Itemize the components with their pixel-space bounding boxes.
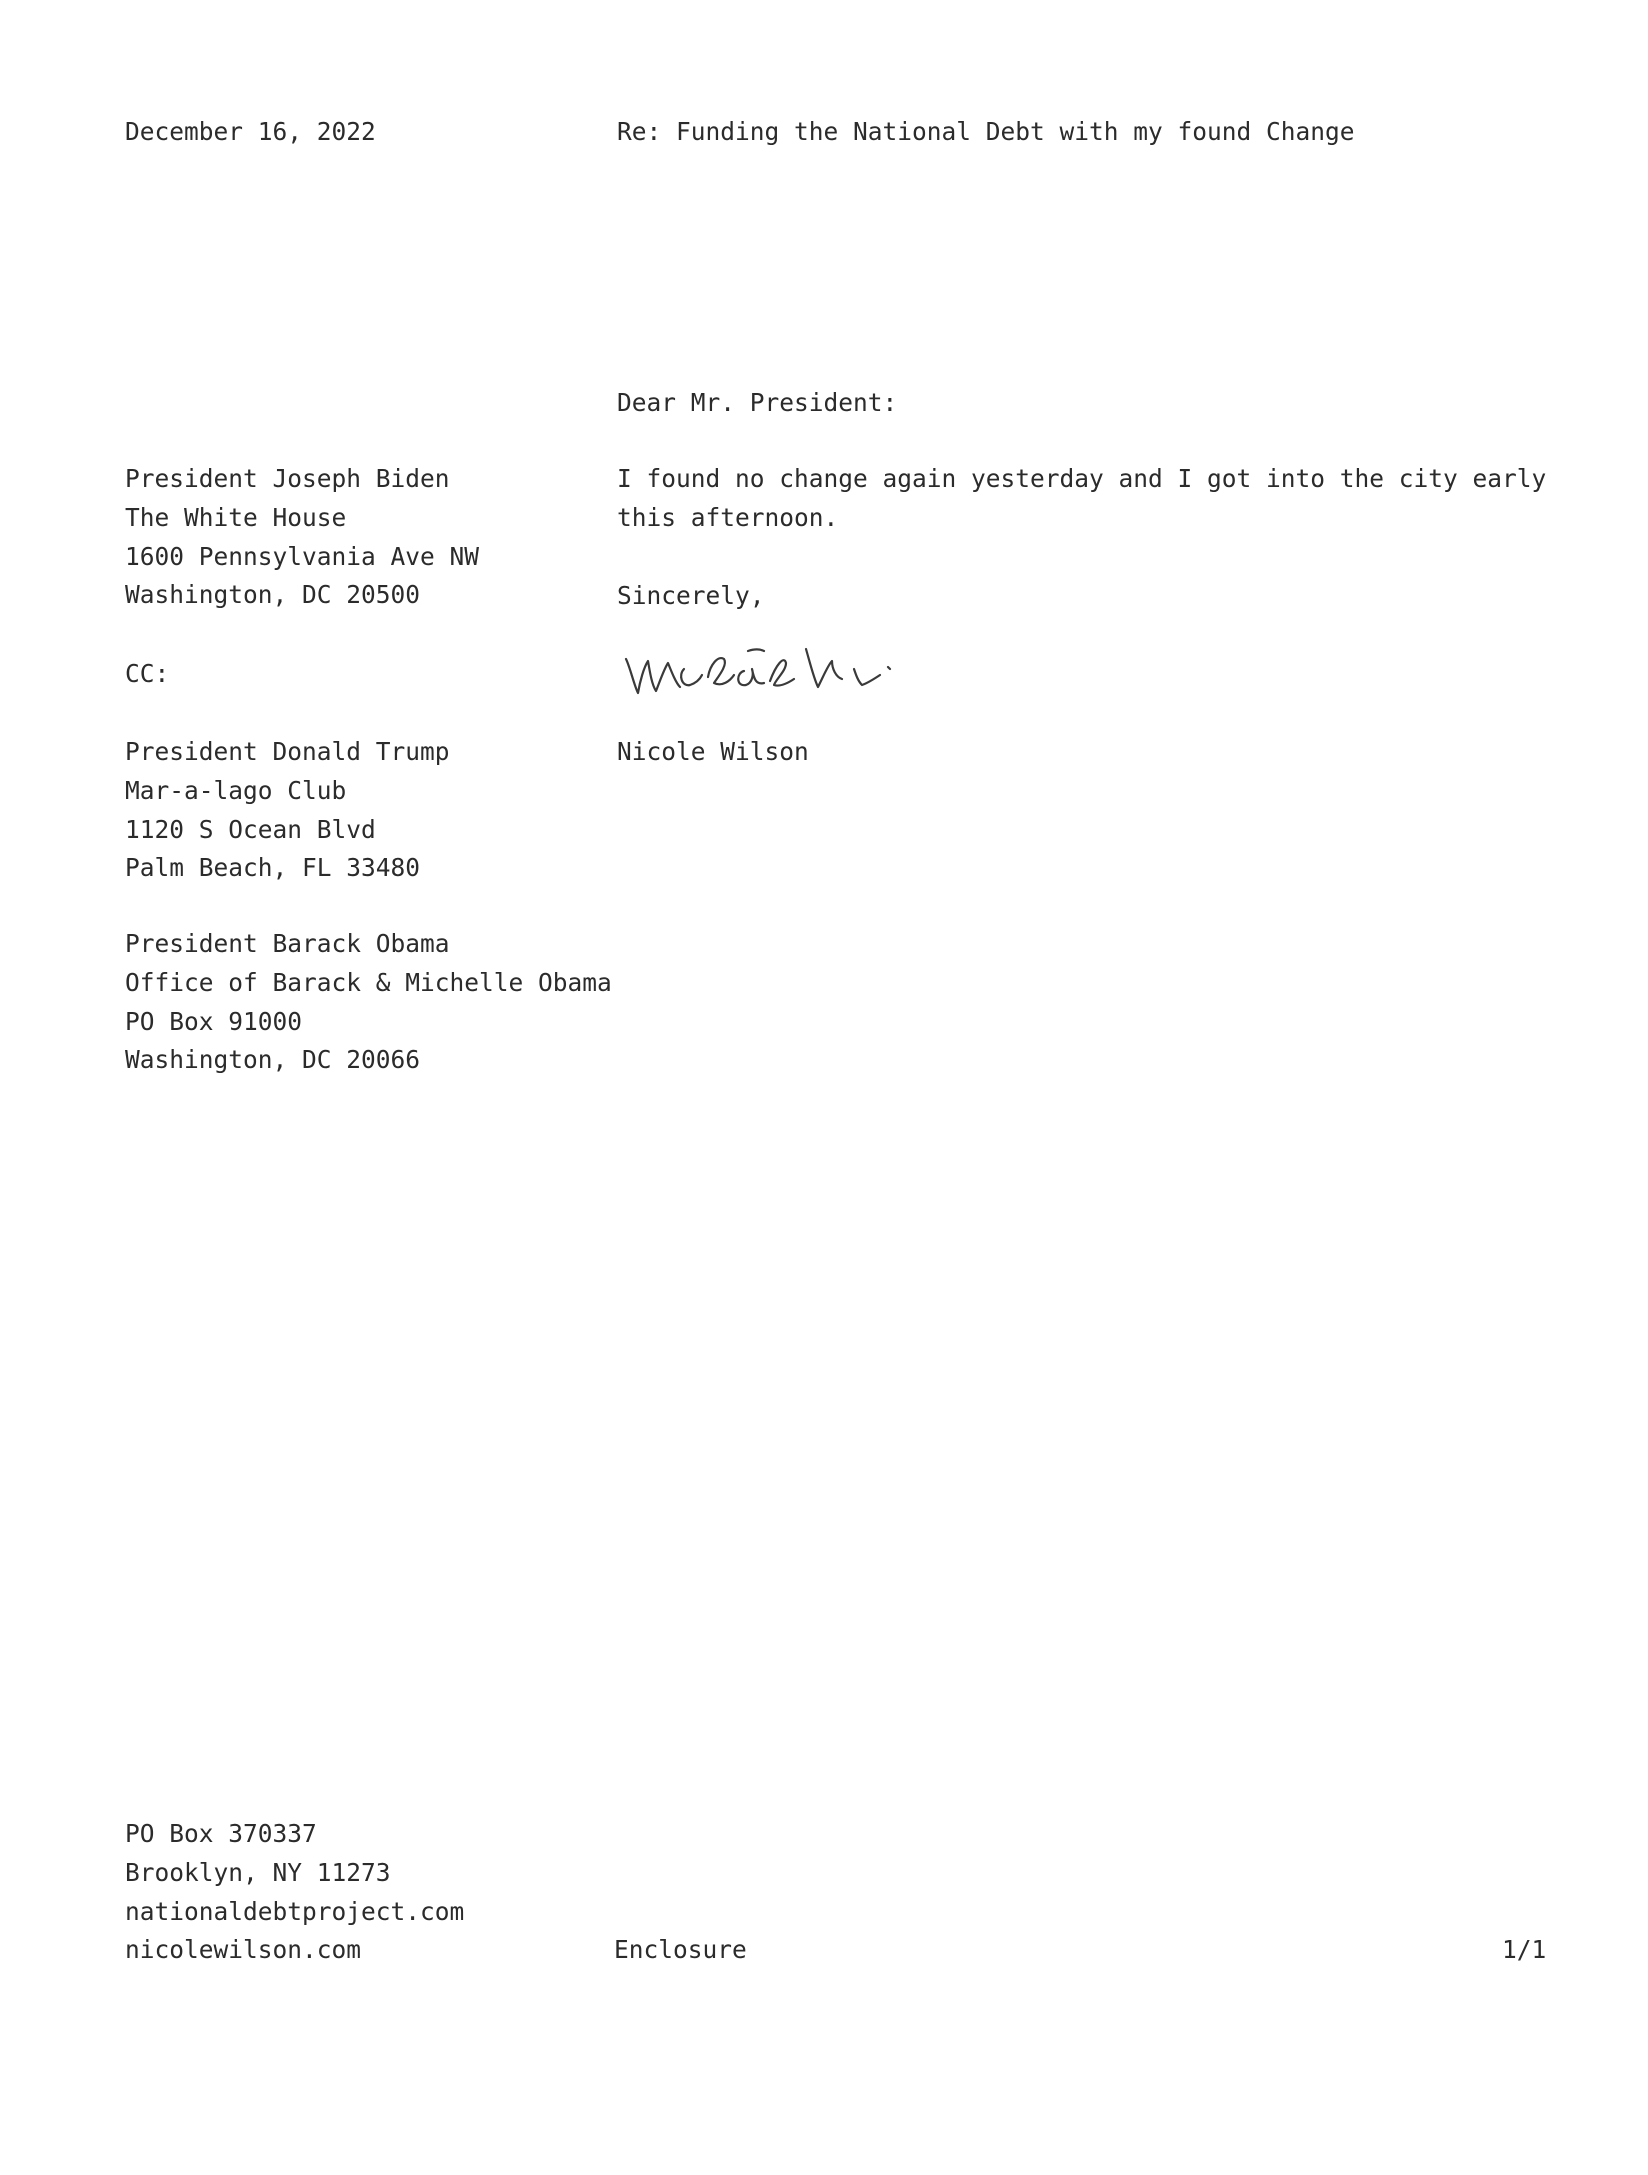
cc-recipient-address — [125, 733, 450, 888]
address-line: President Donald Trump — [125, 737, 450, 766]
address-line: Office of Barack & Michelle Obama — [125, 967, 612, 997]
body-line: this afternoon. — [617, 502, 839, 532]
signature-image — [618, 625, 978, 705]
address-line: President Joseph Biden — [125, 464, 450, 493]
closing: Sincerely, — [617, 581, 765, 610]
address-line: PO Box 91000 — [125, 1006, 303, 1036]
address-line: nationaldebtproject.com — [125, 1896, 465, 1926]
enclosure-note: Enclosure — [614, 1935, 747, 1964]
address-line: PO Box 370337 — [125, 1819, 317, 1848]
address-line: Brooklyn, NY 11273 — [125, 1857, 391, 1887]
salutation: Dear Mr. President: — [617, 388, 898, 417]
address-line: Washington, DC 20066 — [125, 1045, 421, 1075]
letter-body — [617, 460, 1546, 538]
address-line: Palm Beach, FL 33480 — [125, 853, 421, 883]
address-line: Washington, DC 20500 — [125, 580, 421, 610]
address-line: nicolewilson.com — [125, 1935, 362, 1965]
signer-name: Nicole Wilson — [617, 737, 809, 766]
address-line: 1120 S Ocean Blvd — [125, 814, 376, 844]
page-number: 1/1 — [1502, 1935, 1547, 1964]
cc-recipient-address — [125, 925, 612, 1080]
cc-label: CC: — [125, 659, 170, 688]
address-line: 1600 Pennsylvania Ave NW — [125, 541, 480, 571]
address-line: President Barack Obama — [125, 929, 450, 958]
letter-subject: Re: Funding the National Debt with my found Change — [617, 117, 1355, 146]
address-line: Mar-a-lago Club — [125, 775, 347, 805]
sender-address — [125, 1815, 464, 1970]
letter-date: December 16, 2022 — [125, 117, 376, 146]
body-line: I found no change again yesterday and I got into the city early — [617, 464, 1547, 493]
address-line: The White House — [125, 502, 347, 532]
recipient-address — [125, 460, 479, 615]
